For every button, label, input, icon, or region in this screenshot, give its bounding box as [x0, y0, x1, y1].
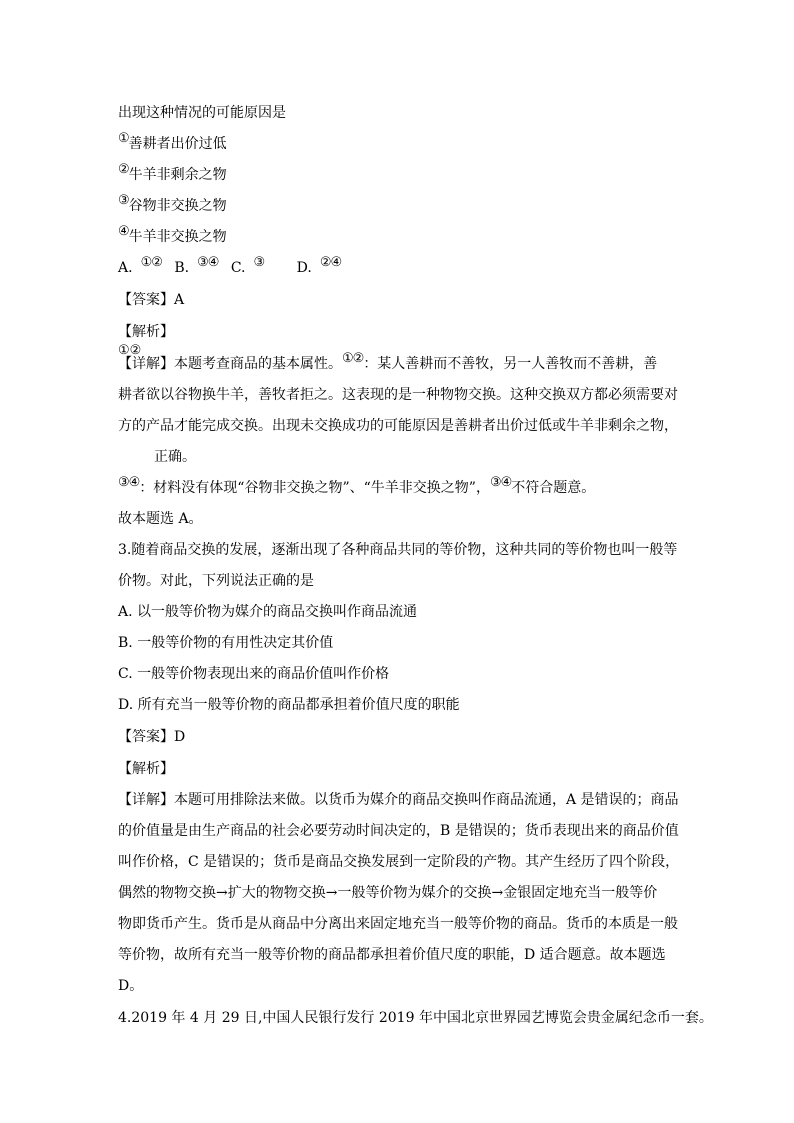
- q3-detail-line-6: 等价物，故所有充当一般等价物的商品都承担着价值尺度的职能，D 适合题意。故本题选: [118, 947, 666, 963]
- q2-item-3-text: 谷物非交换之物: [128, 198, 227, 214]
- q3-detail-line-1: 【详解】本题可用排除法来做。以货币为媒介的商品交换叫作商品流通，A 是错误的；商品: [118, 792, 679, 808]
- q3-analysis-label: 【解析】: [118, 761, 174, 777]
- q2-options: [118, 255, 342, 279]
- q2-item-3: [118, 193, 227, 217]
- q2-item-2-num: ②: [118, 162, 129, 177]
- q3-detail-line-7: D。: [118, 978, 144, 994]
- q3-option-d: D. 所有充当一般等价物的商品都承担着价值尺度的职能: [118, 697, 460, 713]
- q3-option-b: B. 一般等价物的有用性决定其价值: [118, 635, 334, 651]
- q2-detail-line-2: 耕者欲以谷物换牛羊，善牧者拒之。这表现的是一种物物交换。这种交换双方都必须需要对: [118, 387, 678, 403]
- q3-detail-line-3: 叫作价格，C 是错误的；货币是商品交换发展到一定阶段的产物。其产生经历了四个阶段，: [118, 854, 680, 870]
- q2-item-3-num: ③: [118, 193, 129, 208]
- q2-answer: 【答案】A: [118, 292, 185, 308]
- q2-option-a-letter: A.: [118, 260, 133, 276]
- q2-item-1: [118, 131, 227, 155]
- q3-stem-line-2: 价物。对此，下列说法正确的是: [118, 573, 314, 589]
- q2-item-4-text: 牛羊非交换之物: [128, 229, 227, 245]
- q2-conclusion: 故本题选 A。: [118, 511, 203, 527]
- q3-detail-line-5: 物即货币产生。货币是从商品中分离出来固定地充当一般等价物的商品。货币的本质是一般: [118, 916, 678, 932]
- q2-analysis-label: 【解析】: [118, 324, 174, 340]
- q2-detail-5-marker: ③④: [118, 475, 140, 490]
- q3-option-a: A. 以一般等价物为媒介的商品交换叫作商品流通: [118, 604, 418, 620]
- q3-option-c: C. 一般等价物表现出来的商品价值叫作价格: [118, 666, 390, 682]
- q2-detail-5-marker2: ③④: [489, 475, 512, 490]
- q2-item-1-text: 善耕者出价过低: [128, 136, 227, 152]
- q2-stem-tail: 出现这种情况的可能原因是: [118, 105, 286, 121]
- q2-detail-5-end: 不符合题意。: [511, 480, 596, 496]
- q2-detail-line-1: [118, 351, 658, 375]
- q2-option-c-value: ③: [253, 255, 265, 270]
- q2-detail-1-rest: ：某人善耕而不善牧，另一人善牧而不善耕，善: [363, 356, 658, 372]
- q2-item-2: [118, 162, 227, 186]
- q4-stem-line-1: 4.2019 年 4 月 29 日,中国人民银行发行 2019 年中国北京世界园艺博览会贵金属纪念币一套。: [118, 1010, 713, 1026]
- q2-item-2-text: 牛羊非剩余之物: [128, 167, 227, 183]
- q2-option-c-letter: C.: [230, 260, 246, 276]
- q3-detail-line-2: 的价值量是由生产商品的社会必要劳动时间决定的，B 是错误的；货币表现出来的商品价值: [118, 823, 679, 839]
- q2-option-b-value: ③④: [197, 255, 219, 270]
- q2-option-a-value: ①②: [140, 255, 162, 270]
- q2-detail-5-mid: ：材料没有体现“谷物非交换之物”、“牛羊非交换之物”，: [139, 480, 490, 496]
- q2-option-b-letter: B.: [174, 260, 190, 276]
- q2-item-1-num: ①: [118, 131, 129, 146]
- q2-detail-1-marker: ①②: [342, 351, 364, 366]
- q2-detail-line-4: 正确。: [154, 449, 196, 465]
- q2-option-d-letter: D.: [296, 260, 312, 276]
- q2-detail-line-3: 方的产品才能完成交换。出现未交换成功的可能原因是善耕者出价过低或牛羊非剩余之物，: [118, 418, 678, 434]
- q2-item-4: [118, 224, 227, 248]
- q3-answer: 【答案】D: [118, 729, 186, 745]
- q3-detail-line-4: 偶然的物物交换→扩大的物物交换→一般等价物为媒介的交换→金银固定地充当一般等价: [118, 885, 658, 901]
- q2-detail-marker: ①②: [118, 343, 142, 358]
- q2-option-d-value: ②④: [319, 255, 342, 270]
- q2-detail-line-5: [118, 475, 596, 499]
- q2-detail-1-text: 【详解】本题考查商品的基本属性。: [118, 356, 342, 372]
- q2-item-4-num: ④: [118, 224, 129, 239]
- q3-stem-line-1: 3.随着商品交换的发展，逐渐出现了各种商品共同的等价物，这种共同的等价物也叫一般等: [118, 542, 678, 558]
